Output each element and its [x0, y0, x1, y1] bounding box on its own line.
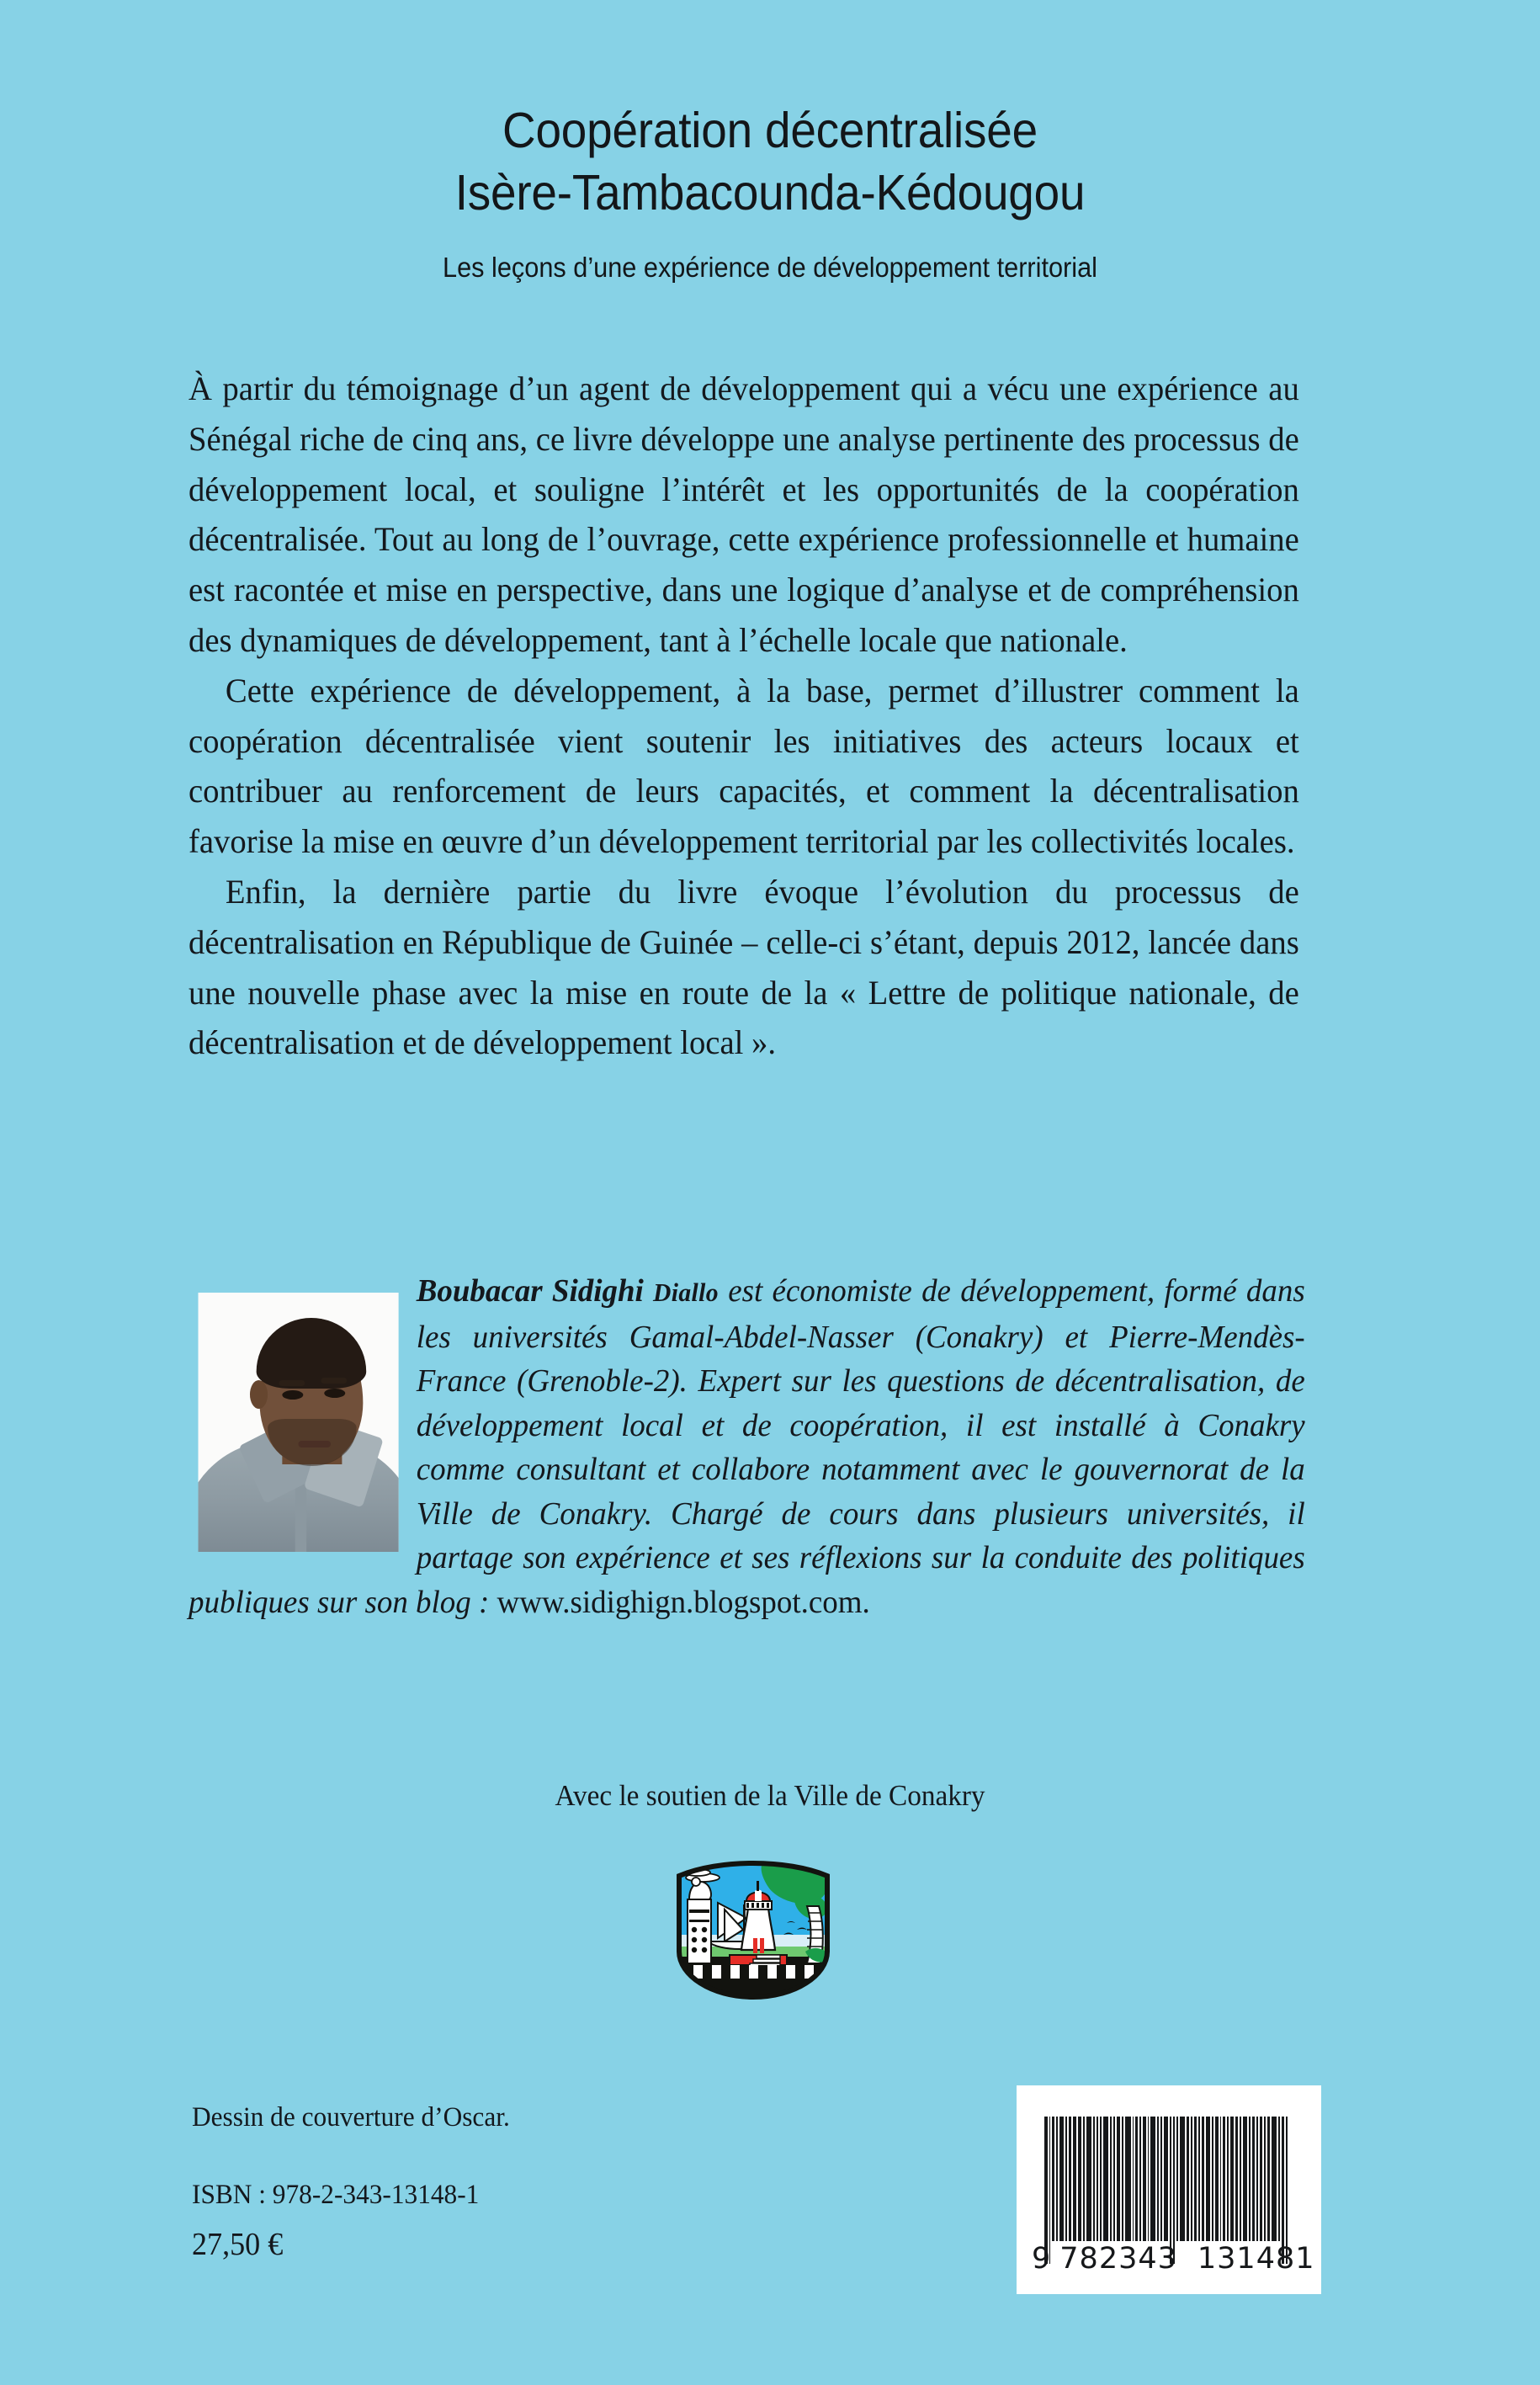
- blurb-text: [189, 364, 1299, 1068]
- isbn-text: ISBN : 978-2-343-13148-1: [192, 2180, 480, 2210]
- price-text: 27,50 €: [192, 2227, 284, 2262]
- barcode-bars: [1044, 2117, 1289, 2241]
- support-line: Avec le soutien de la Ville de Conakry: [555, 1779, 985, 1812]
- title-line-2: Isère-Tambacounda-Kédougou: [454, 165, 1086, 220]
- subtitle: Les leçons d’une expérience de développement territorial: [443, 252, 1097, 283]
- author-blog-url: www.sidighign.blogspot.com.: [497, 1584, 870, 1620]
- isbn-barcode: [1017, 2085, 1321, 2294]
- blurb-paragraph-1: À partir du témoignage d’un agent de développement qui a vécu une expérience au Sénégal riche de cinq ans, ce livre développe une analyse pertinente des processus de développement local, et souligne l’intérêt et les opportunités de la coopération décentralisée. Tout au long de l’ouvrage, cette expérience professionnelle et humaine est racontée et mise en perspective, dans une logique d’analyse et de compréhension des dynamiques de développement, tant à l’échelle locale que nationale.: [189, 369, 1299, 659]
- title-block: [0, 99, 1540, 286]
- blurb-paragraph-3: Enfin, la dernière partie du livre évoque l’évolution du processus de décentralisation en République de Guinée – celle-ci s’étant, depuis 2012, lancée dans une nouvelle phase avec la mise en route de la « Lettre de politique nationale, de décentralisation et de développement local ».: [189, 872, 1299, 1062]
- title-line-1: Coopération décentralisée: [502, 103, 1038, 158]
- blurb-paragraph-2: Cette expérience de développement, à la base, permet d’illustrer comment la coopération décentralisée vient soutenir les initiatives des acteurs locaux et contribuer au renforcement de leurs capacités, et comment la décentralisation favorise la mise en œuvre d’un développement territorial par les collectivités locales.: [189, 671, 1299, 861]
- footer-block: [192, 2101, 510, 2264]
- author-bio-text: est économiste de développement, formé dans les universités Gamal-Abdel-Nasser (Conakry) et Pierre-Mendès-France (Grenoble-2). Expert sur les questions de décentralisation, de développement local et de coopération, il est installé à Conakry comme consultant et collabore notamment avec le gouvernorat de la Ville de Conakry. Chargé de cours dans plusieurs universités, il partage son expérience et ses réflexions sur la conduite des politiques publiques sur son blog :: [189, 1273, 1305, 1620]
- barcode-lead-digit: 9: [1032, 2242, 1052, 2276]
- ville-de-conakry-emblem-icon: [669, 1857, 837, 2007]
- barcode-left-group: 782343: [1059, 2242, 1177, 2276]
- barcode-right-group: 131481: [1197, 2242, 1315, 2276]
- author-bio: [189, 1269, 1305, 1624]
- author-name-first: Boubacar Sidighi: [416, 1273, 654, 1309]
- cover-credit: Dessin de couverture d’Oscar.: [192, 2102, 510, 2133]
- author-name-last: Diallo: [653, 1278, 719, 1307]
- author-photo: [199, 1293, 399, 1552]
- barcode-digits: [1032, 2242, 1315, 2276]
